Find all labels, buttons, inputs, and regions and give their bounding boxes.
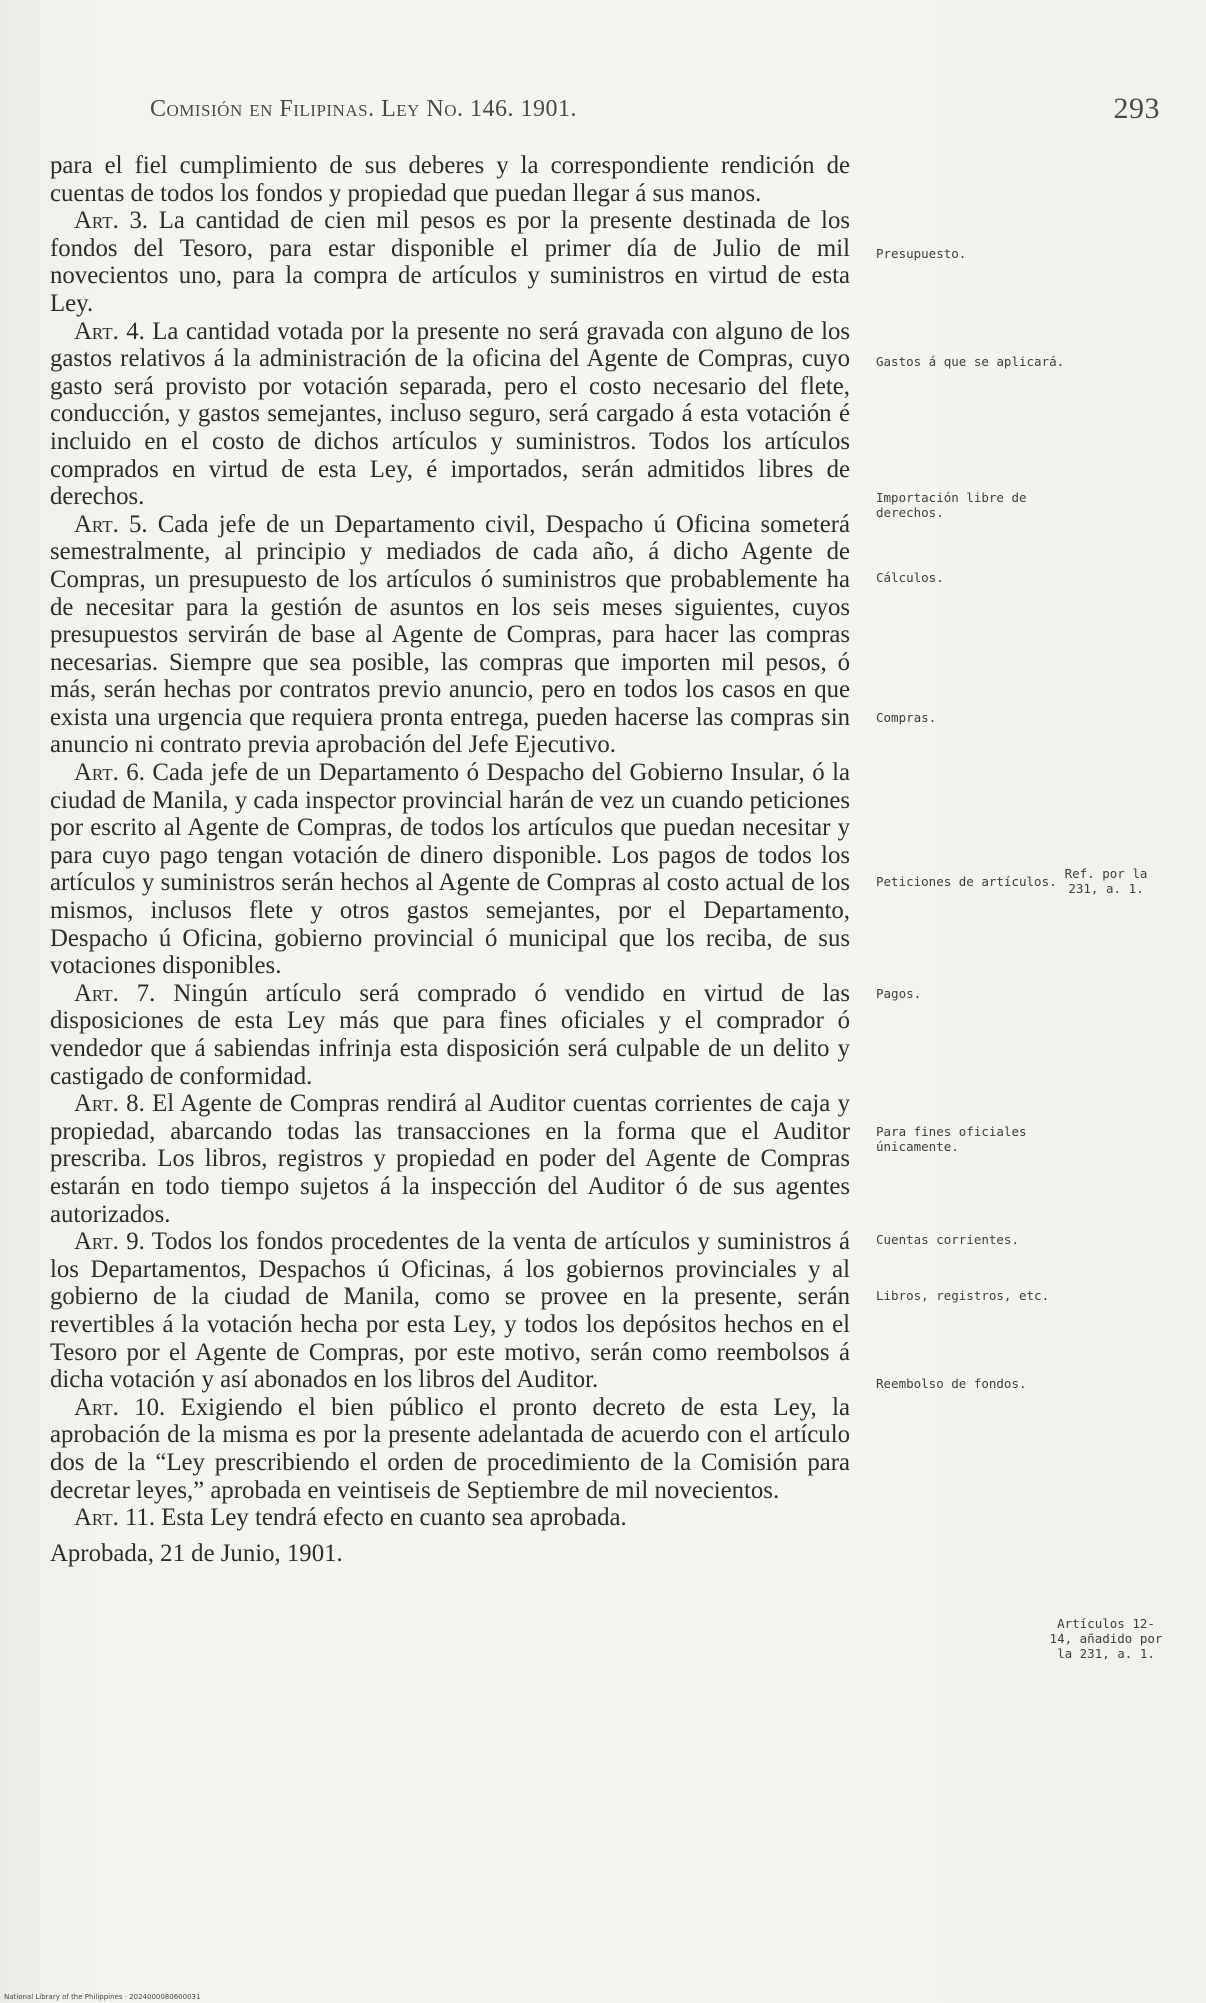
margin-note-fines-oficiales: Para fines oficiales únicamente. [876, 1124, 1027, 1154]
article-label: Art. 6. [74, 759, 145, 787]
running-head: Comisión en Filipinas. Ley No. 146. 1901. [150, 96, 578, 122]
article-3 [50, 207, 850, 317]
scan-footer: National Library of the Philippines · 2024000080600031 [4, 1993, 201, 2001]
margin-note-gastos: Gastos á que se aplicará. [876, 354, 1065, 369]
margin-note-reembolso: Reembolso de fondos. [876, 1376, 1027, 1391]
page-number: 293 [1113, 92, 1160, 125]
margin-note-presupuesto: Presupuesto. [876, 246, 967, 261]
article-label: Art. 9. [74, 1228, 145, 1256]
reference-note-ley-231: Ref. por la 231, a. 1. [1064, 866, 1148, 896]
margin-note-compras: Compras. [876, 710, 937, 725]
law-text [50, 152, 850, 1567]
paragraph-continuation: para el fiel cumplimiento de sus deberes y la correspondiente rendición de cuentas de todos los fondos y propiedad que puedan llegar á sus manos. [50, 152, 850, 207]
margin-note-calculos: Cálculos. [876, 570, 944, 585]
reference-note-articulos: Artículos 12-14, añadido por la 231, a. 1. [1049, 1616, 1163, 1661]
article-text: Esta Ley tendrá efecto en cuanto sea aprobada. [161, 1504, 627, 1532]
article-text: Cada jefe de un Departamento ó Despacho del Gobierno Insular, ó la ciudad de Manila, y cada inspector provincial harán de vez un cuando peticiones por escrito al Agente de Compras, de todos los artículos que puedan necesitar y para cuyo pago tengan votación de dinero disponible. Los pagos de todos los artículos y suministros serán hechos al Agente de Compras al costo actual de los mismos, inclusos flete y otros gastos semejantes, por el Departamento, Despacho ú Oficina, gobierno provincial ó municipal que los reciba, de sus votaciones disponibles. [50, 759, 851, 980]
article-label: Art. 3. [74, 207, 149, 235]
article-9 [50, 1228, 850, 1394]
approval-date: Aprobada, 21 de Junio, 1901. [50, 1539, 343, 1567]
article-text: Exigiendo el bien público el pronto decreto de esta Ley, la aprobación de la misma es por la presente adelantada de acuerdo con el artículo dos de la “Ley prescribiendo el orden de procedimiento de la Comisión para decretar leyes,” aprobada en veintiseis de Septiembre de mil novecientos. [50, 1393, 850, 1504]
article-5 [50, 511, 850, 759]
article-6 [50, 759, 850, 980]
article-text: La cantidad votada por la presente no será gravada con alguno de los gastos relativos á la administración de la oficina del Agente de Compras, cuyo gasto será provisto por votación separada, pero el costo necesario del flete, conducción, y gastos semejantes, incluso seguro, será cargado á esta votación é incluido en el costo de dichos artículos y suministros. Todos los artículos comprados en virtud de esta Ley, é importados, serán admitidos libres de derechos. [50, 317, 851, 511]
margin-note-cuentas: Cuentas corrientes. [876, 1232, 1019, 1247]
article-10 [50, 1394, 850, 1504]
article-text: Todos los fondos procedentes de la venta de artículos y suministros á los Departamentos, Despachos ú Oficinas, á los gobiernos provinciales y al gobierno de la ciudad de Manila, como se provee en la presente, serán revertibles á la votación hecha por esta Ley, y todos los depósitos hechos en el Tesoro por el Agente de Compras, por este motivo, serán como reembolsos á dicha votación y así abonados en los libros del Auditor. [50, 1228, 850, 1394]
article-text: Cada jefe de un Departamento civil, Despacho ú Oficina someterá semestralmente, al principio y mediados de cada año, á dicho Agente de Compras, un presupuesto de los artículos ó suministros que probablemente ha de necesitar para la gestión de asuntos en los seis meses siguientes, cuyos presupuestos servirán de base al Agente de Compras, para hacer las compras necesarias. Siempre que sea posible, las compras que importen mil pesos, ó más, serán hechas por contratos previo anuncio, pero en todos los casos en que exista una urgencia que requiera pronta entrega, pueden hacerse las compras sin anuncio ni contrato previa aprobación del Jefe Ejecutivo. [50, 510, 850, 759]
article-8 [50, 1090, 850, 1228]
margin-note-peticiones: Peticiones de artículos. [876, 874, 1057, 889]
margin-note-pagos: Pagos. [876, 986, 922, 1001]
article-label: Art. 5. [74, 510, 148, 538]
article-text: La cantidad de cien mil pesos es por la presente destinada de los fondos del Tesoro, para estar disponible el primer día de Julio de mil novecientos uno, para la compra de artículos y suministros en virtud de esta Ley. [50, 207, 850, 317]
article-label: Art. 11. [74, 1504, 156, 1532]
article-label: Art. 10. [74, 1393, 166, 1421]
article-11 [50, 1504, 850, 1532]
article-text: Ningún artículo será comprado ó vendido en virtud de las disposiciones de esta Ley más que para fines oficiales y el comprador ó vendedor que á sabiendas infrinja esta disposición será culpable de un delito y castigado de conformidad. [50, 979, 851, 1090]
margin-note-importacion: Importación libre de derechos. [876, 490, 1027, 520]
margin-note-libros: Libros, registros, etc. [876, 1288, 1050, 1303]
article-label: Art. 7. [74, 979, 156, 1007]
article-7 [50, 980, 850, 1090]
article-text: El Agente de Compras rendirá al Auditor cuentas corrientes de caja y propiedad, abarcando todas las transacciones en la forma que el Auditor prescriba. Los libros, registros y propiedad en poder del Agente de Compras estarán en todo tiempo sujetos á la inspección del Auditor ó de sus agentes autorizados. [50, 1090, 850, 1228]
article-label: Art. 4. [74, 317, 145, 345]
article-label: Art. 8. [74, 1090, 145, 1118]
article-4 [50, 318, 850, 511]
